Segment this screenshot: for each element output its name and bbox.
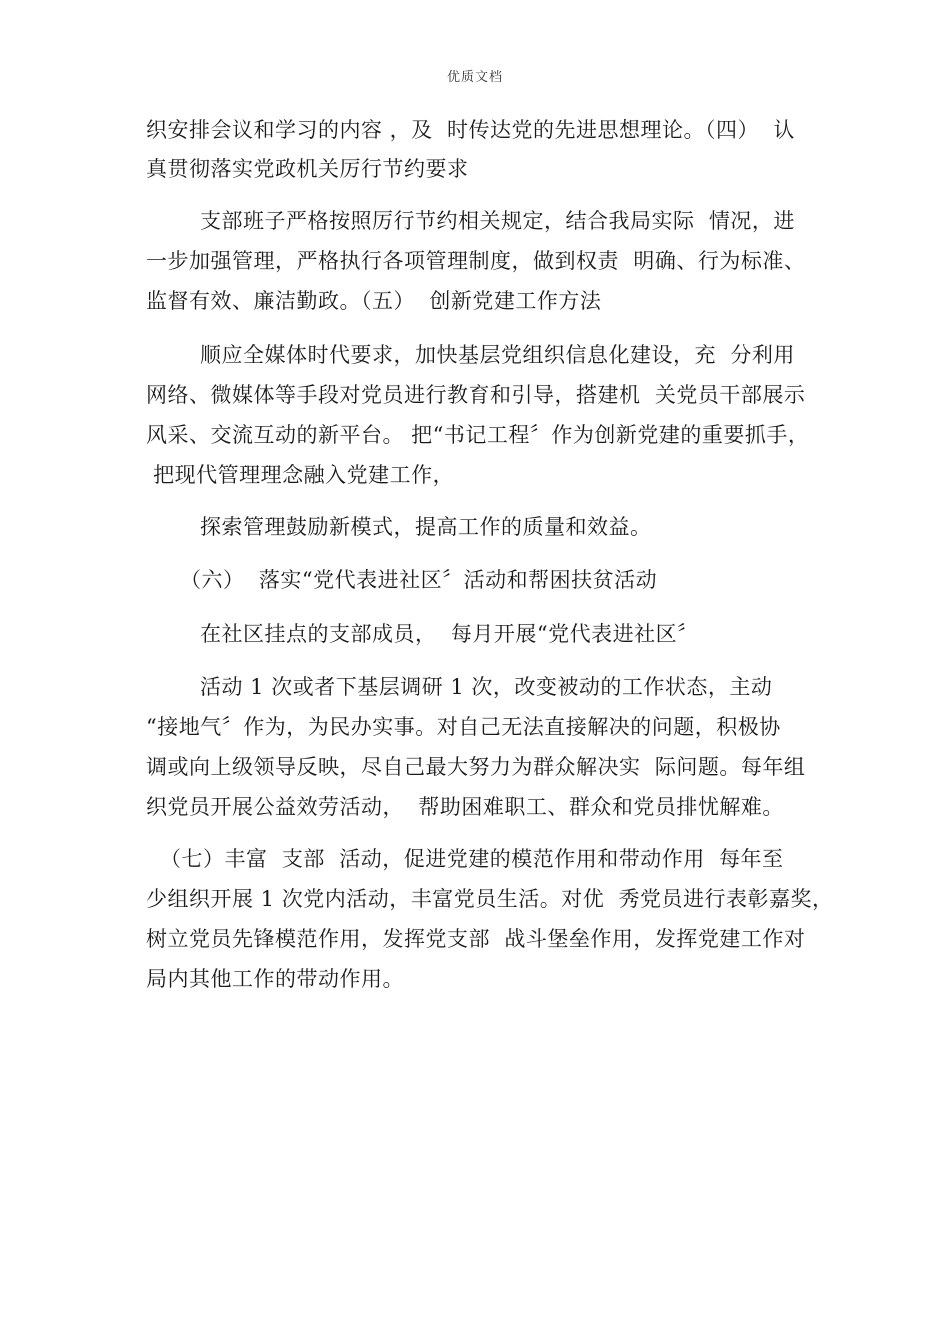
section-heading: （七）丰富 支部 活动，促进党建的模范作用和带动作用 每年至 <box>160 847 784 871</box>
text-line: 织党员开展公益效劳活动， 帮助困难职工、群众和党员排忧解难。 <box>146 795 784 819</box>
text-line: 监督有效、廉洁勤政。（五） 创新党建工作方法 <box>146 289 602 313</box>
text-line: 在社区挂点的支部成员， 每月开展“党代表进社区〞 <box>200 622 699 646</box>
text-line: 调或向上级领导反映，尽自己最大努力为群众解决实 际问题。每年组 <box>146 755 806 779</box>
text-line: 风采、交流互动的新平台。 把“书记工程〞作为创新党建的重要抓手， <box>146 423 810 447</box>
text-line: “接地气〞作为，为民办实事。对自己无法直接解决的问题，积极协 <box>146 715 781 739</box>
text-line: 真贯彻落实党政机关厉行节约要求 <box>146 157 469 181</box>
text-line: 网络、微媒体等手段对党员进行教育和引导，搭建机 关党员干部展示 <box>146 383 806 407</box>
text-line: 把现代管理理念融入党建工作， <box>146 463 455 487</box>
text-line: 一步加强管理，严格执行各项管理制度，做到权责 明确、行为标准、 <box>146 249 806 273</box>
text-line: 树立党员先锋模范作用，发挥党支部 战斗堡垒作用，发挥党建工作对 <box>146 927 806 951</box>
text-line: 探索管理鼓励新模式，提高工作的质量和效益。 <box>200 515 652 539</box>
text-line: 织安排会议和学习的内容 ，及 时传达党的先进思想理论。（四） 认 <box>146 118 795 142</box>
text-line: 局内其他工作的带动作用。 <box>146 967 404 991</box>
text-line: 活动 1 次或者下基层调研 1 次，改变被动的工作状态，主动 <box>200 675 773 699</box>
text-line: 顺应全媒体时代要求，加快基层党组织信息化建设，充 分利用 <box>200 343 795 367</box>
section-heading: （六） 落实“党代表进社区〞活动和帮困扶贫活动 <box>180 568 658 592</box>
text-line: 支部班子严格按照厉行节约相关规定，结合我局实际 情况，进 <box>200 209 795 233</box>
document-header: 优质文档 <box>446 70 503 85</box>
text-line: 少组织开展 1 次党内活动，丰富党员生活。对优 秀党员进行表彰嘉奖， <box>146 887 834 911</box>
